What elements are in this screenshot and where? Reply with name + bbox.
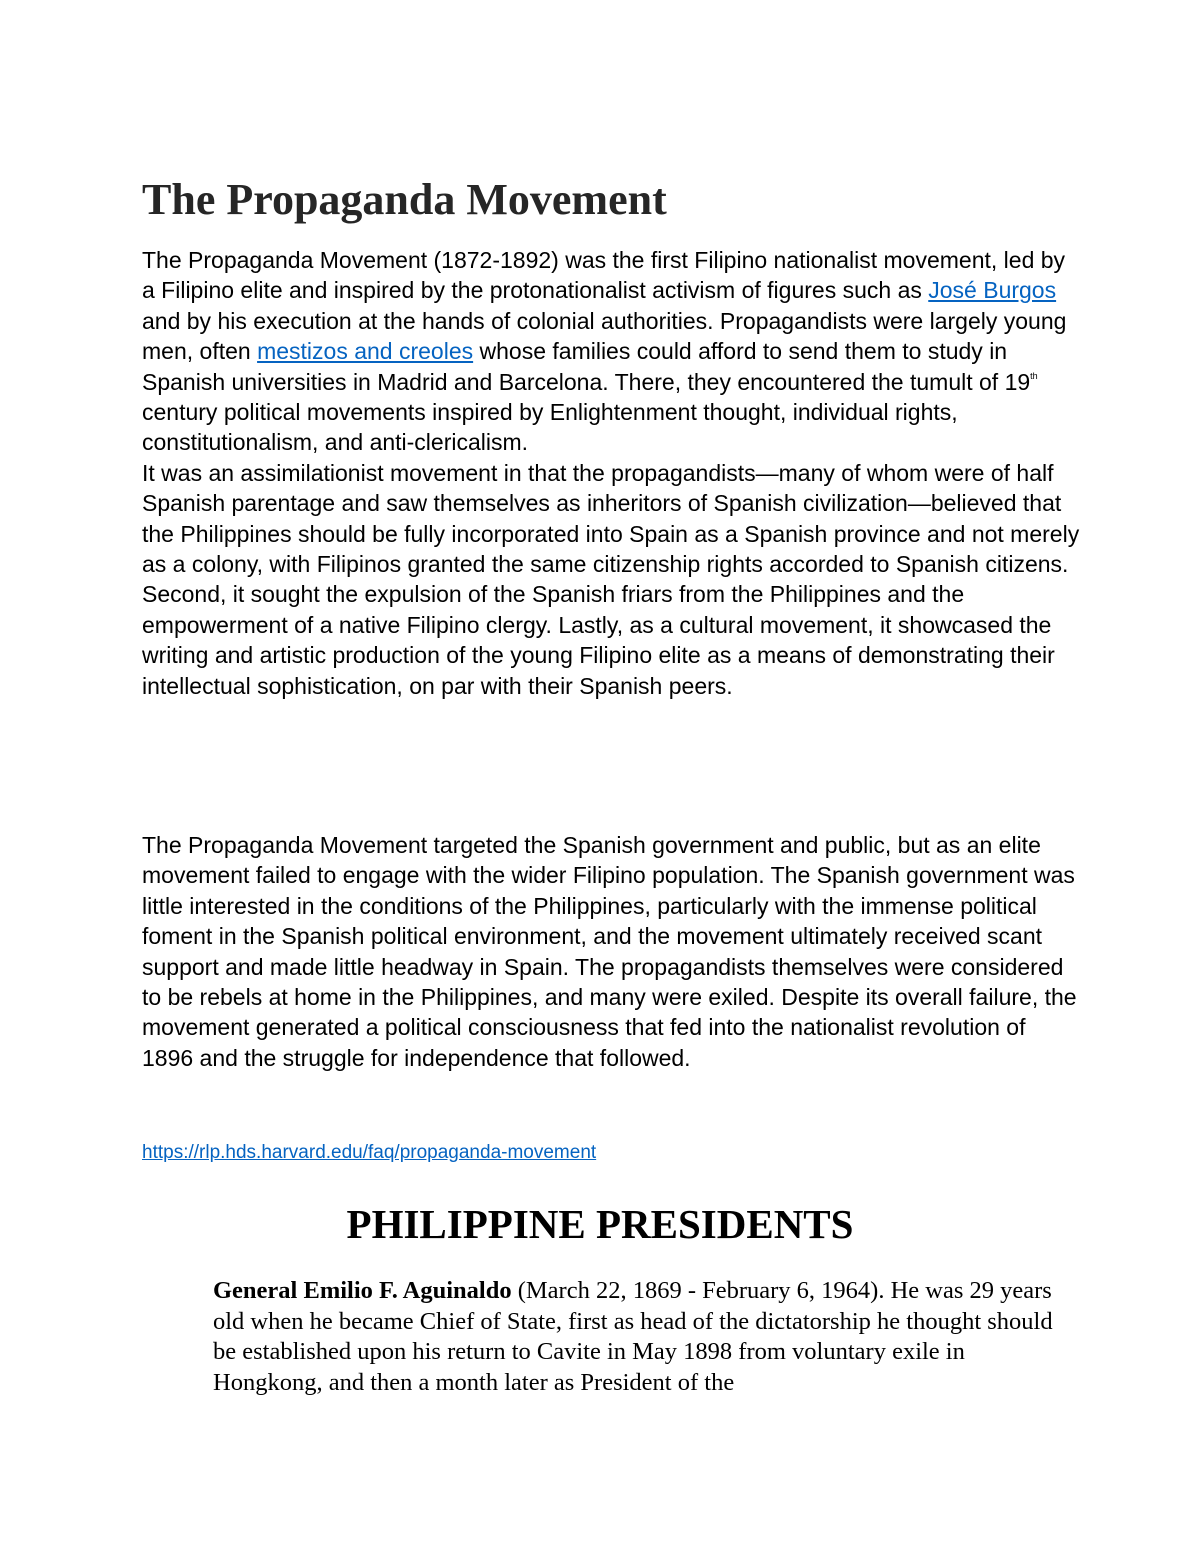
section-heading: PHILIPPINE PRESIDENTS — [346, 1201, 854, 1247]
president-name: General Emilio F. Aguinaldo — [213, 1277, 512, 1304]
mestizos-creoles-link[interactable]: mestizos and creoles — [257, 338, 474, 365]
assimilation-paragraph: It was an assimilationist movement in that the propagandists—many of whom were of half Spanish parentage and saw themselves as inheritors of Spanish civilization—believed that the Philippines should be fully incorporated into Spain as a Spanish province and not merely as a colony, with Filipinos granted the same citizenship rights accorded to Spanish citizens. Second, it sought the expulsion of the Spanish friars from the Philippines and the empowerment of a native Filipino clergy. Lastly, as a cultural movement, it showcased the writing and artistic production of the young Filipino elite as a means of demonstrating their intellectual sophistication, on par with their Spanish peers. — [142, 459, 1080, 699]
superscript-th: th — [1030, 370, 1038, 381]
intro-text-after-link: whose families could afford to send them to study in Spanish universities in Madrid and Barcelona. There, they encountered the tumult of 19 — [142, 338, 1031, 395]
target-paragraph: The Propaganda Movement targeted the Spanish government and public, but as an elite movement failed to engage with the wider Filipino population. The Spanish government was little interested in the conditions of the Philippines, particularly with the immense political foment in the Spanish political environment, and the movement ultimately received scant support and made little headway in Spain. The propagandists themselves were considered to be rebels at home in the Philippines, and many were exiled. Despite its overall failure, the movement generated a political consciousness that fed into the nationalist revolution of 1896 and the struggle for independence that followed. — [142, 832, 1077, 1071]
intro-text-end: century political movements inspired by Enlightenment thought, individual rights, constitutionalism, and anti-clericalism. — [142, 399, 958, 456]
jose-burgos-link[interactable]: José Burgos — [928, 277, 1057, 304]
intro-text-middle: and by his execution at the hands of colonial authorities. Propagandists were largely young men, often — [142, 307, 1067, 365]
president-paragraph — [213, 1276, 1073, 1398]
president-description: (March 22, 1869 - February 6, 1964). He was 29 years old when he became Chief of State, first as head of the dictatorship he thought should be established upon his return to Cavite in May 1898 from voluntary exile in Hongkong, and then a month later as President of the — [213, 1277, 1053, 1396]
page-title: The Propaganda Movement — [142, 175, 667, 224]
source-link[interactable]: https://rlp.hds.harvard.edu/faq/propaganda-movement — [142, 1142, 597, 1163]
intro-text-start: The Propaganda Movement (1872-1892) was the first Filipino nationalist movement, led by a Filipino elite and inspired by the protonationalist activism of figures such as — [142, 247, 1066, 304]
intro-paragraph — [142, 245, 1082, 458]
intro-section — [142, 245, 1082, 701]
